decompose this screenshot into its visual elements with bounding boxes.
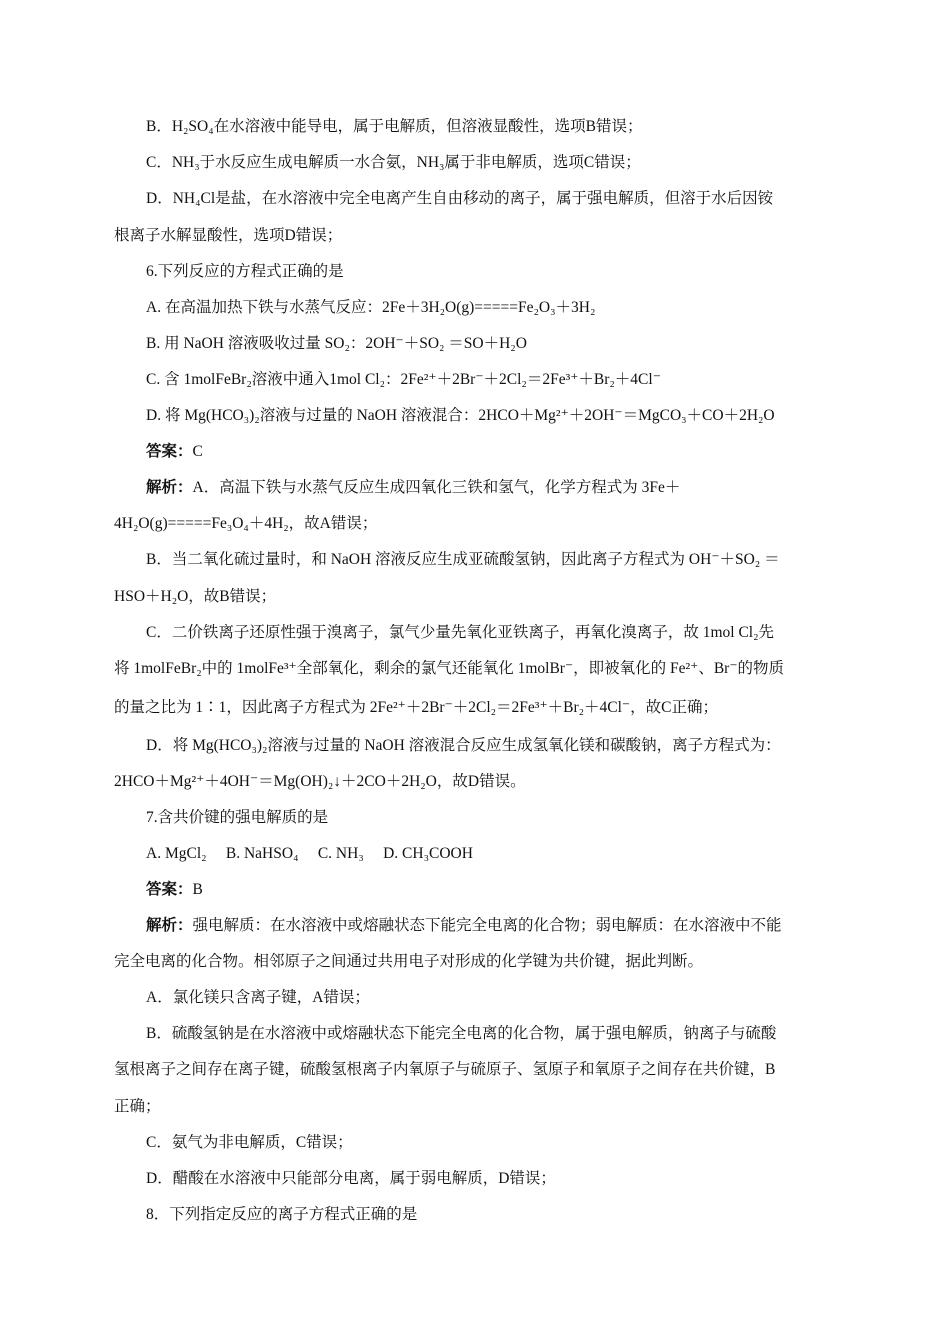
text-line: D．将 Mg(HCO₃)₂溶液与过量的 NaOH 溶液混合反应生成氢氧化镁和碳酸钠，离子方程式为： (146, 737, 781, 754)
text-line: B．硫酸氢钠是在水溶液中或熔融状态下能完全电离的化合物，属于强电解质，钠离子与硫酸 (146, 1025, 777, 1042)
answer-label: 答案： (146, 443, 193, 460)
answer-label: 答案： (146, 881, 193, 898)
analysis-text: A．高温下铁与水蒸气反应生成四氧化三铁和氢气，化学方程式为 3Fe＋ (192, 479, 681, 496)
answer-value: C (192, 443, 203, 460)
question-heading: 8．下列指定反应的离子方程式正确的是 (146, 1206, 418, 1223)
analysis-label: 解析： (146, 479, 193, 496)
option-line: D. 将 Mg(HCO₃)₂溶液与过量的 NaOH 溶液混合：2HCO＋Mg²⁺＋2OH⁻＝MgCO₃＋CO＋2H₂O (146, 407, 775, 424)
text-line: C．二价铁离子还原性强于溴离子，氯气少量先氧化亚铁离子，再氧化溴离子，故 1mol Cl₂先 (146, 624, 775, 641)
text-line: 正确； (114, 1098, 161, 1115)
text-line: 的量之比为 1∶1，因此离子方程式为 2Fe²⁺＋2Br⁻＋2Cl₂＝2Fe³⁺＋Br₂＋4Cl⁻，故C正确； (114, 699, 718, 716)
question-heading: 6.下列反应的方程式正确的是 (146, 263, 344, 280)
analysis-line (146, 915, 836, 937)
analysis-label: 解析： (146, 917, 193, 934)
text-line: A．氯化镁只含离子键，A错误； (146, 989, 370, 1006)
text-line: 氢根离子之间存在离子键，硫酸氢根离子内氧原子与硫原子、氢原子和氧原子之间存在共价键，B (114, 1061, 776, 1078)
text-line: 2HCO＋Mg²⁺＋4OH⁻＝Mg(OH)₂↓＋2CO＋2H₂O，故D错误。 (114, 773, 526, 790)
analysis-line (146, 477, 836, 499)
analysis-text: 强电解质：在水溶液中或熔融状态下能完全电离的化合物；弱电解质：在水溶液中不能 (192, 917, 782, 934)
text-line: C．NH₃于水反应生成电解质一水合氨，NH₃属于非电解质，选项C错误； (146, 154, 641, 171)
answer-value: B (192, 881, 203, 898)
text-line: 完全电离的化合物。相邻原子之间通过共用电子对形成的化学键为共价键，据此判断。 (114, 953, 704, 970)
text-line: D．NH₄Cl是盐，在水溶液中完全电离产生自由移动的离子，属于强电解质，但溶于水后因铵 (146, 190, 774, 207)
answer-line (146, 879, 836, 901)
option-line: A. 在高温加热下铁与水蒸气反应：2Fe＋3H₂O(g)=====Fe₂O₃＋3H₂ (146, 299, 596, 316)
text-line: C．氨气为非电解质，C错误； (146, 1134, 353, 1151)
text-line: 将 1molFeBr₂中的 1molFe³⁺全部氧化，剩余的氯气还能氧化 1molBr⁻，即被氧化的 Fe²⁺、Br⁻的物质 (114, 660, 785, 677)
text-line: D．醋酸在水溶液中只能部分电离，属于弱电解质，D错误； (146, 1170, 556, 1187)
option-line: A. MgCl₂ B. NaHSO₄ C. NH₃ D. CH₃COOH (146, 845, 473, 862)
question-heading: 7.含共价键的强电解质的是 (146, 809, 329, 826)
text-line: 根离子水解显酸性，选项D错误； (114, 227, 343, 244)
option-line: C. 含 1molFeBr₂溶液中通入1mol Cl₂：2Fe²⁺＋2Br⁻＋2Cl₂＝2Fe³⁺＋Br₂＋4Cl⁻ (146, 371, 661, 388)
option-line: B. 用 NaOH 溶液吸收过量 SO₂：2OH⁻＋SO₂ ＝SO＋H₂O (146, 335, 527, 352)
text-line: B．当二氧化硫过量时，和 NaOH 溶液反应生成亚硫酸氢钠，因此离子方程式为 OH⁻＋SO₂ ＝ (146, 551, 780, 568)
answer-line (146, 441, 836, 463)
text-line: HSO＋H₂O，故B错误； (114, 588, 277, 605)
text-line: 4H₂O(g)=====Fe₃O₄＋4H₂，故A错误； (114, 515, 378, 532)
text-line: B．H₂SO₄在水溶液中能导电，属于电解质，但溶液显酸性，选项B错误； (146, 118, 643, 135)
